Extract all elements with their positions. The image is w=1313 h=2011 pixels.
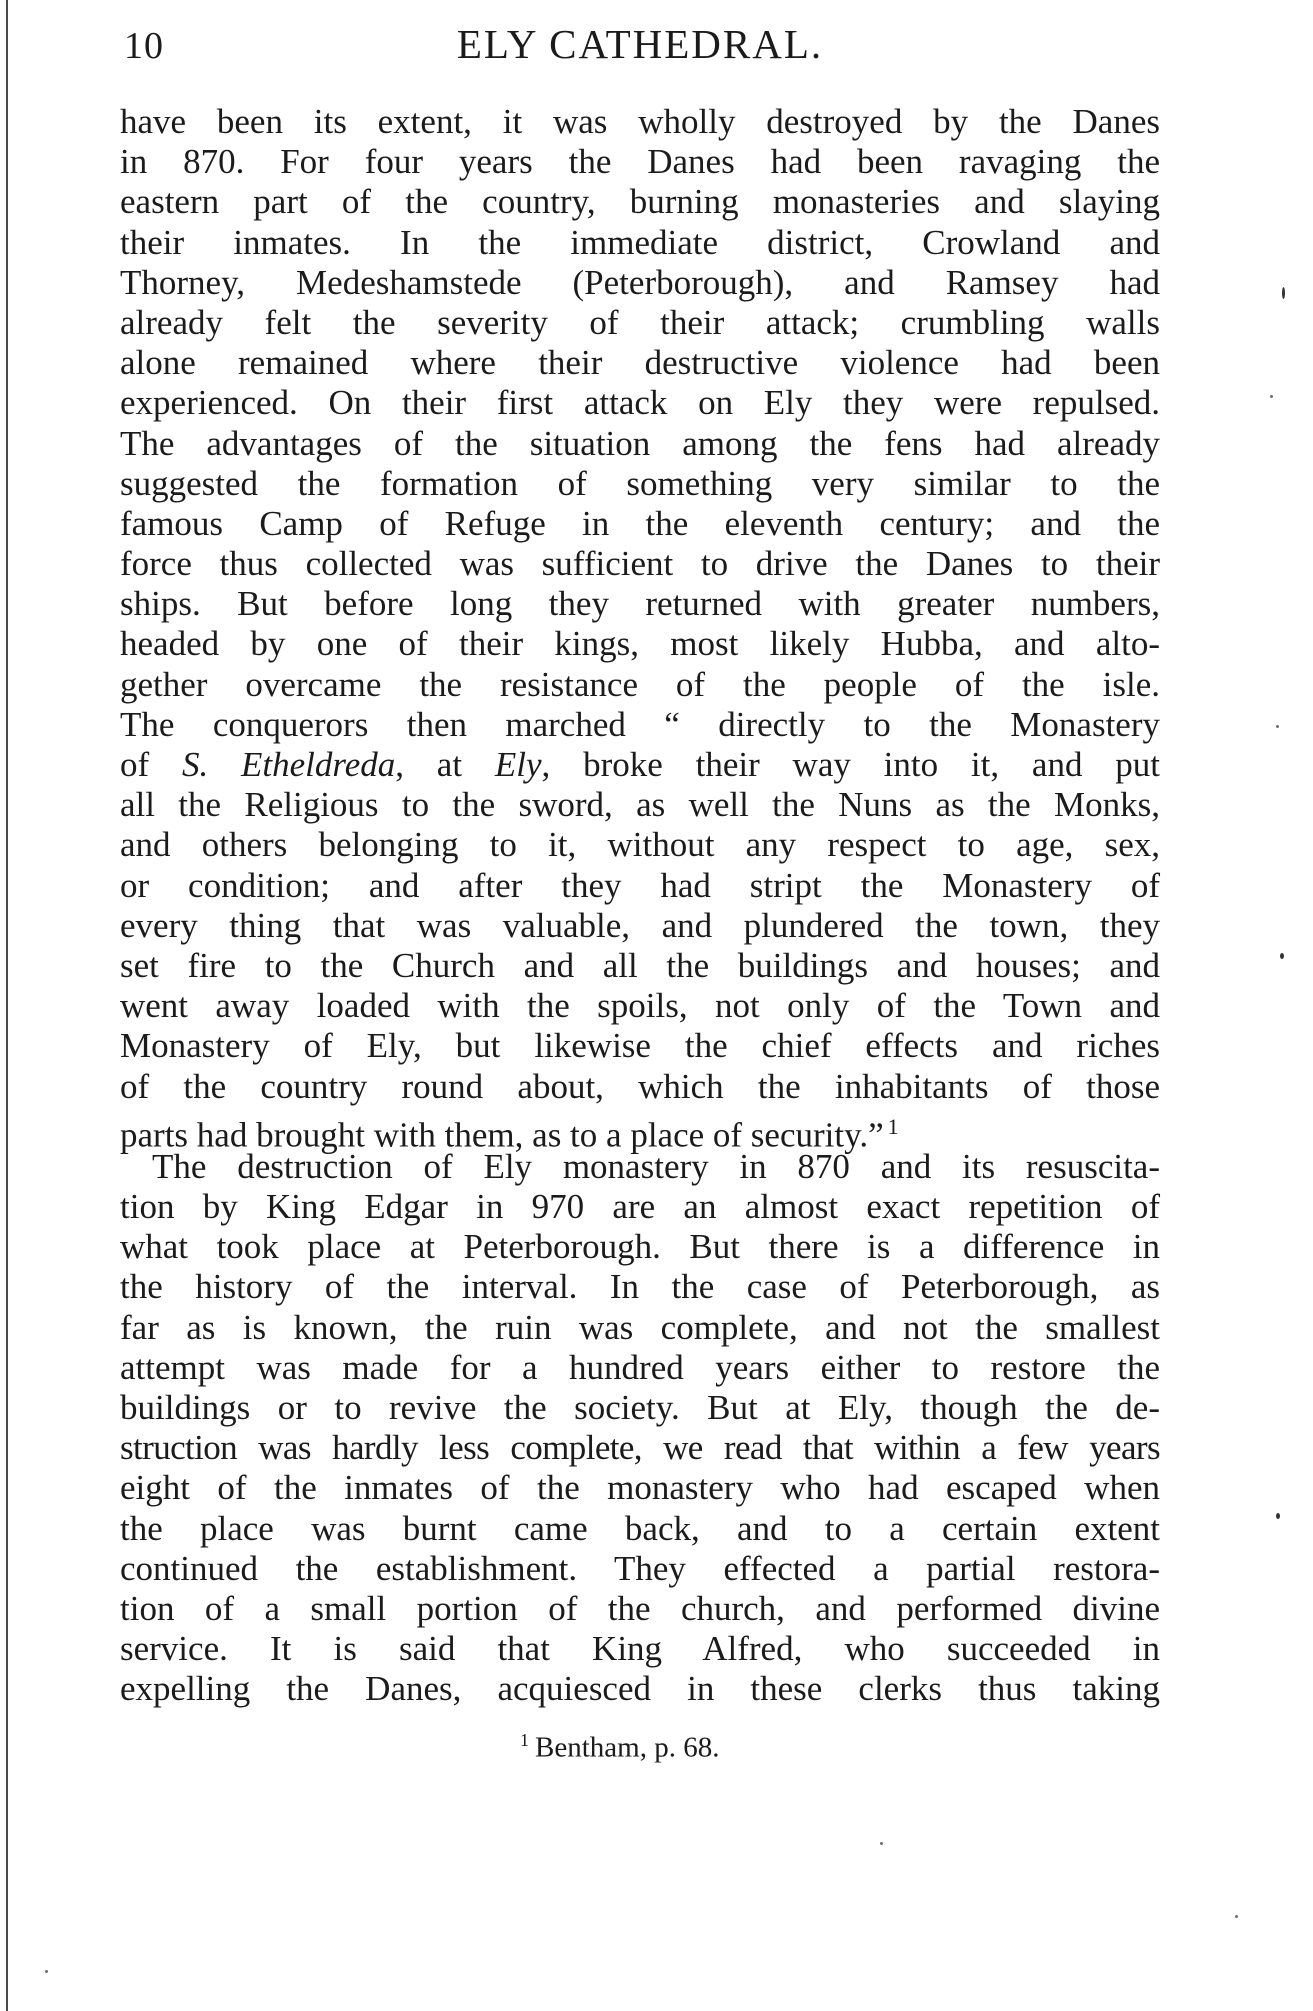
text-line: buildings or to revive the society. But at Ely, though the de- bbox=[120, 1388, 1160, 1427]
footnote-text: Bentham, p. 68. bbox=[535, 1731, 720, 1764]
margin-speck bbox=[1276, 1513, 1280, 1519]
paragraph-2 bbox=[120, 1147, 1160, 1710]
text-line: and others belonging to it, without any respect to age, sex, bbox=[120, 825, 1160, 865]
margin-speck bbox=[880, 1842, 883, 1845]
quote-line-middle: , at bbox=[395, 745, 495, 784]
text-line: went away loaded with the spoils, not only of the Town and bbox=[120, 986, 1160, 1026]
text-line: far as is known, the ruin was complete, and not the smallest bbox=[120, 1307, 1160, 1347]
text-line: tion by King Edgar in 970 are an almost exact repetition of bbox=[120, 1187, 1160, 1227]
text-line: tion of a small portion of the church, and performed divine bbox=[120, 1588, 1160, 1628]
text-line: what took place at Peterborough. But there is a difference in bbox=[120, 1227, 1160, 1267]
text-line: attempt was made for a hundred years either to restore the bbox=[120, 1347, 1160, 1387]
margin-speck bbox=[1270, 395, 1273, 398]
text-line: have been its extent, it was wholly destroyed by the Danes bbox=[120, 102, 1160, 141]
text-line: every thing that was valuable, and plundered the town, they bbox=[120, 905, 1160, 945]
text-line: famous Camp of Refuge in the eleventh century; and the bbox=[120, 503, 1160, 543]
text-line: headed by one of their kings, most likely Hubba, and alto- bbox=[120, 624, 1160, 664]
text-line: of the country round about, which the inhabitants of those bbox=[120, 1066, 1160, 1106]
text-line: struction was hardly less complete, we read that within a few years bbox=[120, 1428, 1160, 1468]
text-line: expelling the Danes, acquiesced in these clerks thus taking bbox=[120, 1669, 1160, 1709]
quote-line-start: of bbox=[120, 745, 182, 784]
text-line: eight of the inmates of the monastery who had escaped when bbox=[120, 1468, 1160, 1508]
text-line: ships. But before long they returned with greater numbers, bbox=[120, 584, 1160, 624]
place-name: Ely bbox=[494, 745, 542, 784]
text-line: already felt the severity of their attack; crumbling walls bbox=[120, 302, 1160, 342]
text-line: eastern part of the country, burning monasteries and slaying bbox=[120, 182, 1160, 222]
paragraph-1 bbox=[120, 102, 1161, 1155]
margin-speck bbox=[45, 1970, 48, 1973]
text-line: in 870. For four years the Danes had been ravaging the bbox=[120, 142, 1160, 182]
text-line: their inmates. In the immediate district, Crowland and bbox=[120, 222, 1160, 262]
text-line: or condition; and after they had stript the Monastery of bbox=[120, 865, 1160, 905]
quote-line-end: , broke their way into it, and put bbox=[541, 745, 1161, 784]
paragraph-1-last-line bbox=[120, 1107, 1160, 1155]
body-text bbox=[120, 102, 1160, 1710]
text-line: service. It is said that King Alfred, who succeeded in bbox=[120, 1629, 1160, 1669]
text-line: The conquerors then marched “ directly to the Monastery bbox=[120, 704, 1160, 744]
text-line: alone remained where their destructive violence had been bbox=[120, 343, 1160, 383]
text-line: the place was burnt came back, and to a certain extent bbox=[120, 1508, 1160, 1548]
text-line: The destruction of Ely monastery in 870 and its resuscita- bbox=[152, 1146, 1160, 1186]
text-line: force thus collected was sufficient to drive the Danes to their bbox=[120, 544, 1160, 584]
footnote-reference: 1 bbox=[887, 1113, 899, 1139]
saint-name: S. Etheldreda bbox=[181, 745, 396, 784]
footnote-marker: 1 bbox=[520, 1730, 529, 1750]
text-line: parts had brought with them, as to a place of security.” bbox=[120, 1115, 884, 1155]
page-number: 10 bbox=[124, 25, 164, 67]
text-line: Thorney, Medeshamstede (Peterborough), and Ramsey had bbox=[120, 262, 1160, 302]
text-line: Monastery of Ely, but likewise the chief effects and riches bbox=[120, 1026, 1160, 1066]
text-line: all the Religious to the sword, as well the Nuns as the Monks, bbox=[120, 785, 1160, 825]
text-line: the history of the interval. In the case of Peterborough, as bbox=[120, 1267, 1160, 1307]
text-line: set fire to the Church and all the buildings and houses; and bbox=[120, 945, 1160, 985]
margin-speck bbox=[1282, 287, 1285, 299]
margin-speck bbox=[1280, 953, 1284, 959]
text-line: experienced. On their first attack on Ely they were repulsed. bbox=[120, 383, 1160, 423]
margin-speck bbox=[1276, 725, 1279, 728]
page-binding-edge bbox=[6, 0, 8, 2011]
text-line: continued the establishment. They effected a partial restora- bbox=[120, 1548, 1160, 1588]
running-head bbox=[120, 20, 1160, 70]
margin-speck bbox=[1235, 1915, 1238, 1918]
quote-line bbox=[120, 745, 1160, 785]
text-line: The advantages of the situation among the fens had already bbox=[120, 423, 1160, 463]
text-line: gether overcame the resistance of the people of the isle. bbox=[120, 664, 1160, 704]
running-title: ELY CATHEDRAL. bbox=[456, 21, 824, 67]
footnote bbox=[520, 1730, 719, 1765]
text-line: suggested the formation of something very similar to the bbox=[120, 463, 1160, 503]
